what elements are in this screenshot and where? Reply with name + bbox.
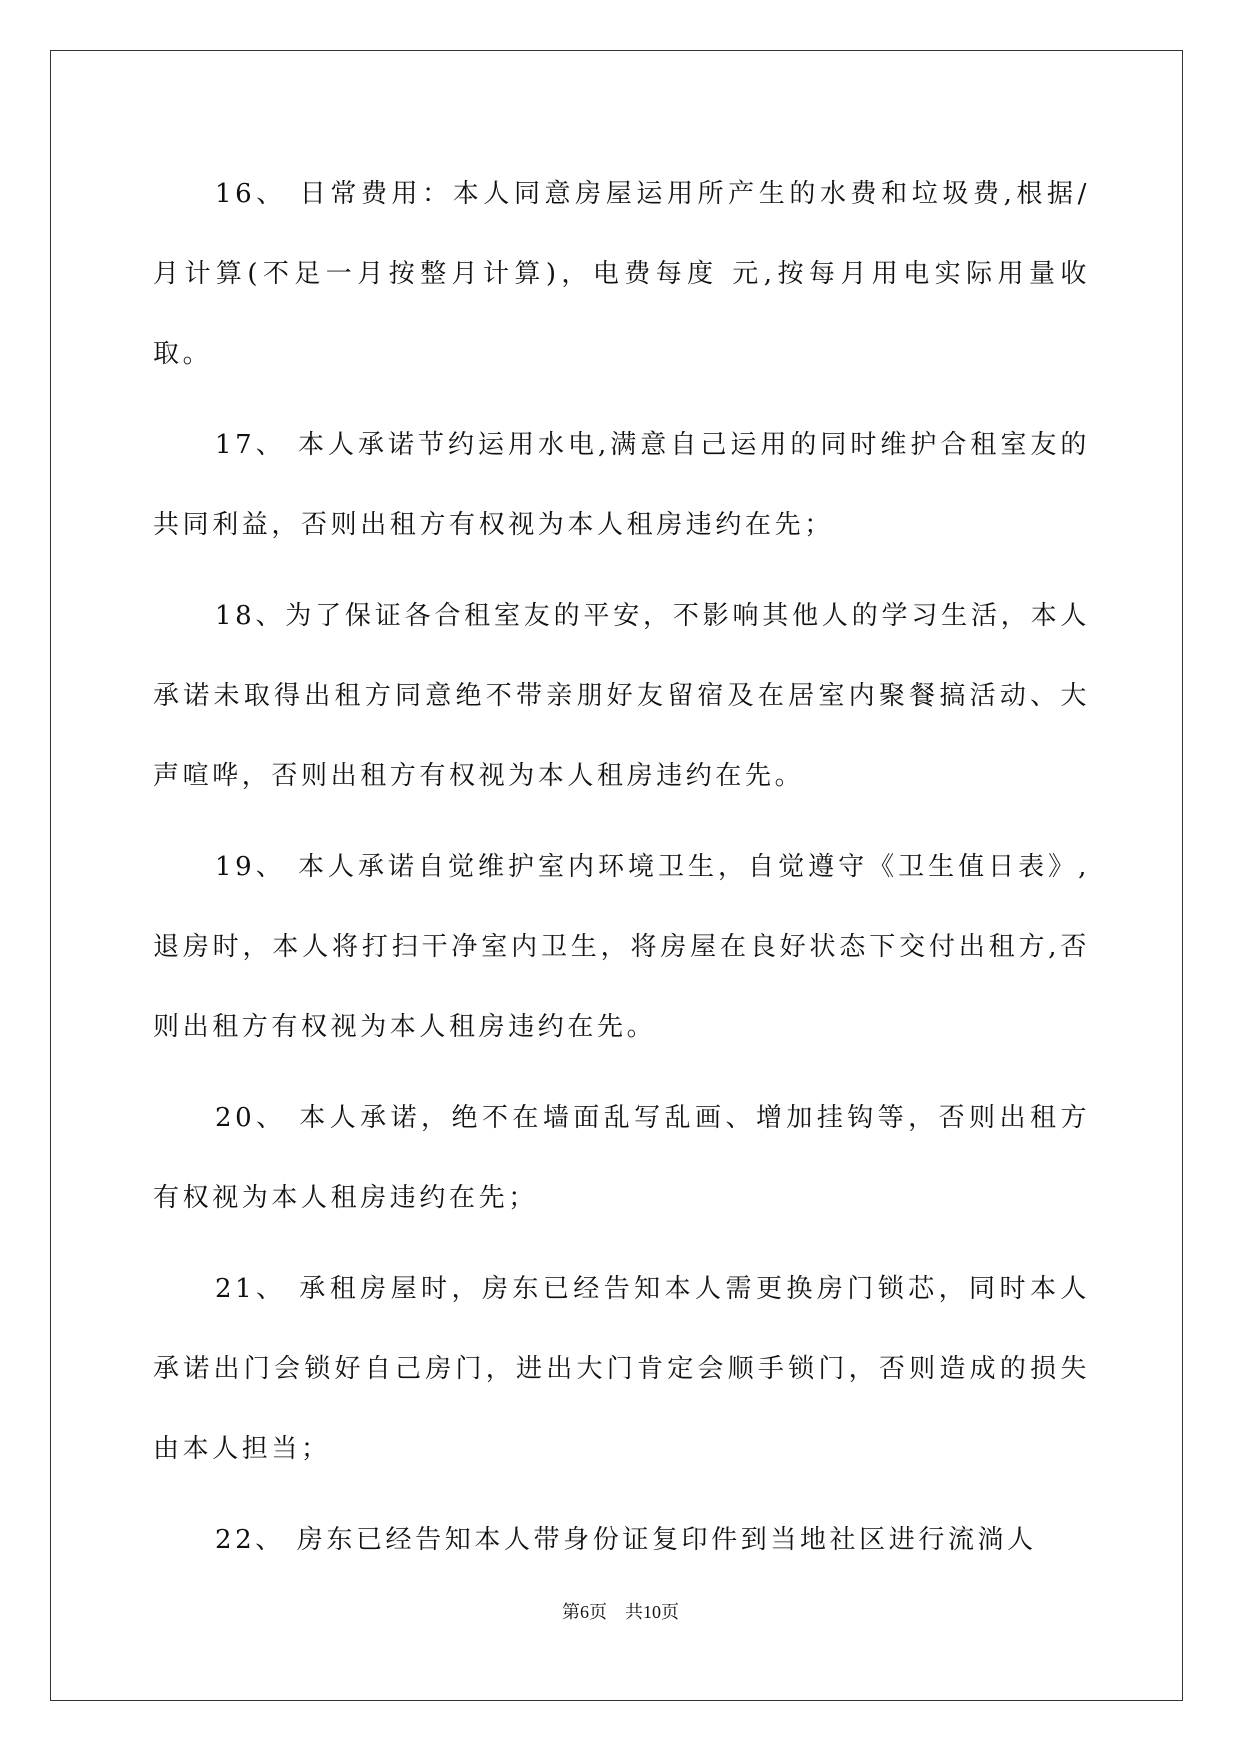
paragraph-16: 16、 日常费用：本人同意房屋运用所产生的水费和垃圾费,根据/月计算(不足一月按整月计算)，电费每度 元,按每月用电实际用量收取。 — [153, 179, 1090, 369]
paragraph-19: 19、 本人承诺自觉维护室内环境卫生，自觉遵守《卫生值日表》,退房时，本人将打扫干净室内卫生，将房屋在良好状态下交付出租方,否则出租方有权视为本人租房违约在先。 — [153, 852, 1090, 1042]
page-number-footer: 第6页 共10页 — [562, 1602, 679, 1622]
paragraph-22: 22、 房东已经告知本人带身份证复印件到当地社区进行流淌人 — [215, 1525, 1037, 1555]
paragraph-21: 21、 承租房屋时，房东已经告知本人需更换房门锁芯，同时本人承诺出门会锁好自己房门，进出大门肯定会顺手锁门，否则造成的损失由本人担当； — [153, 1274, 1090, 1464]
paragraph-20: 20、 本人承诺，绝不在墙面乱写乱画、增加挂钩等，否则出租方有权视为本人租房违约在先； — [153, 1103, 1090, 1213]
document-body — [153, 154, 1090, 1591]
paragraph-18: 18、为了保证各合租室友的平安，不影响其他人的学习生活，本人承诺未取得出租方同意绝不带亲朋好友留宿及在居室内聚餐搞活动、大声喧哗，否则出租方有权视为本人租房违约在先。 — [153, 601, 1090, 791]
paragraph-17: 17、 本人承诺节约运用水电,满意自己运用的同时维护合租室友的共同利益，否则出租方有权视为本人租房违约在先； — [153, 430, 1090, 540]
